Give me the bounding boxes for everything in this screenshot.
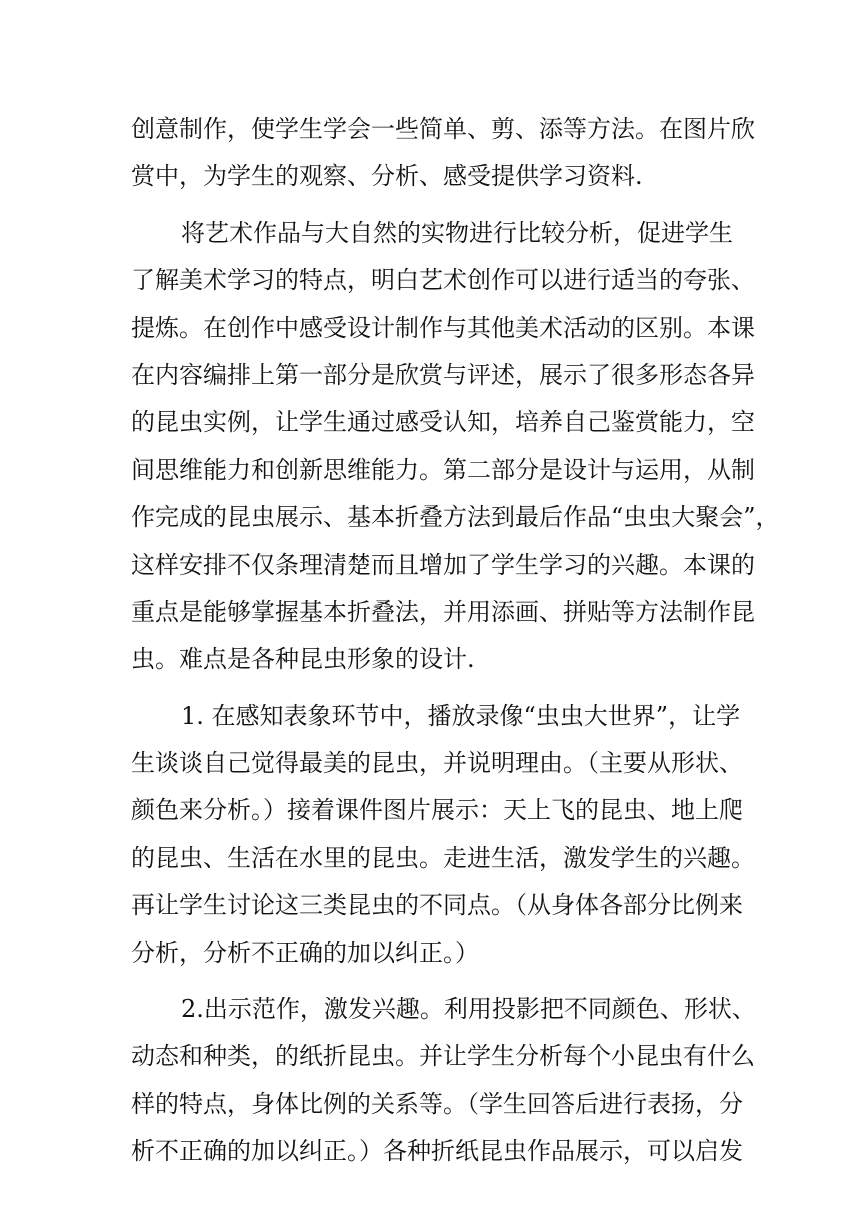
text-line: 动态和种类，的纸折昆虫。并让学生分析每个小昆虫有什么 <box>131 1042 755 1071</box>
text-line: 提炼。在创作中感受设计制作与其他美术活动的区别。本课 <box>131 313 755 342</box>
document-body <box>131 106 780 1176</box>
text-line: 在内容编排上第一部分是欣赏与评述，展示了很多形态各异 <box>131 360 755 389</box>
text-line: 生谈谈自己觉得最美的昆虫，并说明理由。（主要从形状、 <box>131 749 743 778</box>
text-line: 创意制作，使学生学会一些简单、剪、添等方法。在图片欣 <box>131 115 755 143</box>
text-line: 虫。难点是各种昆虫形象的设计. <box>131 645 475 674</box>
paragraph-1 <box>131 106 755 201</box>
text-line: 赏中，为学生的观察、分析、感受提供学习资料. <box>131 162 643 191</box>
text-line: 析不正确的加以纠正。）各种折纸昆虫作品展示，可以启发 <box>131 1137 743 1166</box>
text-line: 的昆虫、生活在水里的昆虫。走进生活，激发学生的兴趣。 <box>131 843 755 872</box>
text-line: 这样安排不仅条理清楚而且增加了学生学习的兴趣。本课的 <box>131 550 755 579</box>
text-line: 样的特点，身体比例的关系等。（学生回答后进行表扬，分 <box>131 1089 743 1118</box>
paragraph-2 <box>131 210 780 684</box>
text-line: 的昆虫实例，让学生通过感受认知，培养自己鉴赏能力，空 <box>131 408 755 437</box>
text-line: 将艺术作品与大自然的实物进行比较分析，促进学生 <box>181 218 733 247</box>
text-line: 作完成的昆虫展示、基本折叠方法到最后作品“虫虫大聚会”， <box>131 503 780 532</box>
text-line: 颜色来分析。）接着课件图片展示：天上飞的昆虫、地上爬 <box>131 796 743 825</box>
text-line: 2.出示范作，激发兴趣。利用投影把不同颜色、形状、 <box>181 995 756 1024</box>
text-line: 再让学生讨论这三类昆虫的不同点。（从身体各部分比例来 <box>131 891 743 920</box>
text-line: 分析，分析不正确的加以纠正。） <box>131 938 479 967</box>
text-line: 1. 在感知表象环节中，播放录像“虫虫大世界”，让学 <box>181 701 741 730</box>
paragraph-3 <box>131 693 755 977</box>
text-line: 了解美术学习的特点，明白艺术创作可以进行适当的夸张、 <box>131 266 755 295</box>
paragraph-4 <box>131 986 756 1176</box>
text-line: 间思维能力和创新思维能力。第二部分是设计与运用，从制 <box>131 455 755 484</box>
text-line: 重点是能够掌握基本折叠法，并用添画、拼贴等方法制作昆 <box>131 597 755 626</box>
